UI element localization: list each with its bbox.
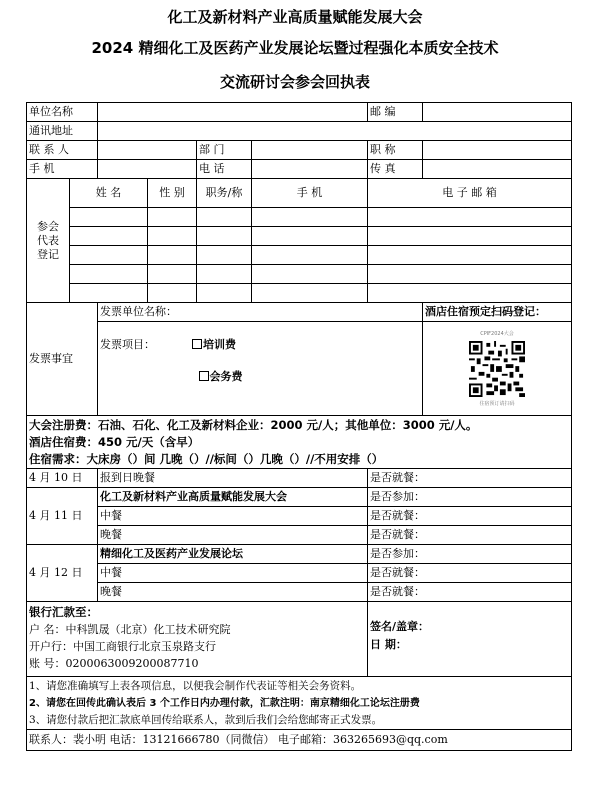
date-4-12: 4 月 12 日 (27, 545, 98, 602)
title-line-2: 2024 精细化工及医药产业发展论坛暨过程强化本质安全技术 (91, 39, 499, 57)
address-field[interactable] (98, 122, 572, 141)
invoice-option-training[interactable]: 培训费 (192, 338, 236, 351)
attendee-mobile-field[interactable] (252, 208, 368, 227)
position-label: 职 称 (368, 141, 423, 160)
attendee-header-gender: 性 别 (148, 179, 197, 208)
attendee-header-mobile: 手 机 (252, 179, 368, 208)
contact-label: 联 系 人 (27, 141, 98, 160)
attendee-header-title: 职务/称 (197, 179, 252, 208)
accommodation-needs[interactable]: 住宿需求：大床房（）间 几晚（）//标间（）几晚（）//不用安排（） (29, 451, 384, 466)
fax-field[interactable] (423, 160, 572, 179)
attendance-field[interactable]: 是否就餐： (368, 526, 572, 545)
attendance-field[interactable]: 是否就餐： (368, 583, 572, 602)
date-4-10: 4 月 10 日 (27, 469, 98, 488)
postcode-label: 邮 编 (368, 103, 423, 122)
bank-account-number: 账 号：0200063009200087710 (29, 657, 199, 670)
signature-cell (368, 602, 572, 677)
registration-fee: 大会注册费：石油、石化、化工及新材料企业：2000 元/人；其他单位：3000 元/人。 (29, 417, 478, 432)
signature-field[interactable]: 签名/盖章： (370, 620, 430, 633)
attendee-gender-field[interactable] (148, 208, 197, 227)
bank-account-name: 户 名：中科凯晟（北京）化工技术研究院 (29, 623, 231, 636)
registration-form (26, 102, 572, 751)
schedule-item: 中餐 (98, 564, 368, 583)
attendance-field[interactable]: 是否参加： (368, 545, 572, 564)
phone-field[interactable] (252, 160, 368, 179)
attendee-mobile-field[interactable] (252, 227, 368, 246)
attendee-title-field[interactable] (197, 284, 252, 303)
contact-field[interactable] (98, 141, 197, 160)
notes-cell (27, 677, 572, 730)
title-line-1: 化工及新材料产业高质量赋能发展大会 (167, 8, 423, 26)
attendee-email-field[interactable] (368, 208, 572, 227)
hotel-fee: 酒店住宿费：450 元/天（含早） (29, 434, 200, 449)
attendee-name-field[interactable] (70, 284, 148, 303)
dept-field[interactable] (252, 141, 368, 160)
schedule-item: 中餐 (98, 507, 368, 526)
attendee-name-field[interactable] (70, 208, 148, 227)
checkbox-icon[interactable] (199, 371, 209, 381)
qr-caption-bottom: 住宿预订请扫码 (479, 400, 515, 407)
attendee-title-field[interactable] (197, 227, 252, 246)
attendee-name-field[interactable] (70, 227, 148, 246)
schedule-item: 晚餐 (98, 526, 368, 545)
attendee-name-field[interactable] (70, 246, 148, 265)
attendance-field[interactable]: 是否参加： (368, 488, 572, 507)
attendee-mobile-field[interactable] (252, 265, 368, 284)
attendee-gender-field[interactable] (148, 227, 197, 246)
postcode-field[interactable] (423, 103, 572, 122)
attendee-gender-field[interactable] (148, 265, 197, 284)
invoice-org-label[interactable]: 发票单位名称： (98, 303, 423, 322)
note-1: 1、请您准确填写上表各项信息，以便我会制作代表证等相关会务资料。 (29, 679, 362, 692)
qr-cell (423, 322, 572, 416)
checkbox-icon[interactable] (192, 339, 202, 349)
attendee-header-email: 电 子 邮 箱 (368, 179, 572, 208)
bank-info-cell (27, 602, 368, 677)
bank-heading: 银行汇款至： (29, 605, 98, 619)
schedule-item: 晚餐 (98, 583, 368, 602)
attendee-title-field[interactable] (197, 265, 252, 284)
bank-name: 开户行：中国工商银行北京玉泉路支行 (29, 640, 216, 653)
note-3: 3、请您付款后把汇款底单回传给联系人，款到后我们会给您邮寄正式发票。 (29, 713, 383, 726)
schedule-item: 报到日晚餐 (98, 469, 368, 488)
qr-code-icon[interactable] (469, 341, 525, 397)
hotel-qr-label: 酒店住宿预定扫码登记： (423, 303, 572, 322)
attendee-mobile-field[interactable] (252, 284, 368, 303)
attendee-email-field[interactable] (368, 265, 572, 284)
schedule-item: 精细化工及医药产业发展论坛 (98, 545, 368, 564)
invoice-items-cell (98, 322, 423, 416)
attendee-header-name: 姓 名 (70, 179, 148, 208)
fee-info-cell (27, 416, 572, 469)
attendee-email-field[interactable] (368, 246, 572, 265)
dept-label: 部 门 (197, 141, 252, 160)
attendee-gender-field[interactable] (148, 246, 197, 265)
address-label: 通讯地址 (27, 122, 98, 141)
attendee-title-field[interactable] (197, 246, 252, 265)
fax-label: 传 真 (368, 160, 423, 179)
invoice-item-label: 发票项目： (100, 338, 155, 351)
attendance-field[interactable]: 是否就餐： (368, 469, 572, 488)
phone-label: 电 话 (197, 160, 252, 179)
attendee-gender-field[interactable] (148, 284, 197, 303)
attendee-email-field[interactable] (368, 227, 572, 246)
attendance-field[interactable]: 是否就餐： (368, 564, 572, 583)
schedule-item: 化工及新材料产业高质量赋能发展大会 (98, 488, 368, 507)
attendee-email-field[interactable] (368, 284, 572, 303)
note-2: 2、请您在回传此确认表后 3 个工作日内办理付款，汇款注明：南京精细化工论坛注册费 (29, 697, 420, 709)
invoice-option-conference[interactable]: 会务费 (199, 370, 243, 383)
mobile-label: 手 机 (27, 160, 98, 179)
contact-footer: 联系人：裴小明 电话：13121666780（同微信） 电子邮箱：363265693@qq.com (27, 730, 572, 751)
mobile-field[interactable] (98, 160, 197, 179)
org-label: 单位名称 (27, 103, 98, 122)
org-field[interactable] (98, 103, 368, 122)
attendance-field[interactable]: 是否就餐： (368, 507, 572, 526)
qr-caption-top: CPIF2024大会 (480, 330, 514, 337)
date-4-11: 4 月 11 日 (27, 488, 98, 545)
attendee-mobile-field[interactable] (252, 246, 368, 265)
attendee-title-field[interactable] (197, 208, 252, 227)
position-field[interactable] (423, 141, 572, 160)
date-field[interactable]: 日 期： (370, 638, 407, 651)
attendee-group-label: 参会代表登记 (27, 179, 70, 303)
title-line-3: 交流研讨会参会回执表 (219, 73, 370, 91)
attendee-name-field[interactable] (70, 265, 148, 284)
invoice-group-label: 发票事宜 (27, 303, 98, 416)
